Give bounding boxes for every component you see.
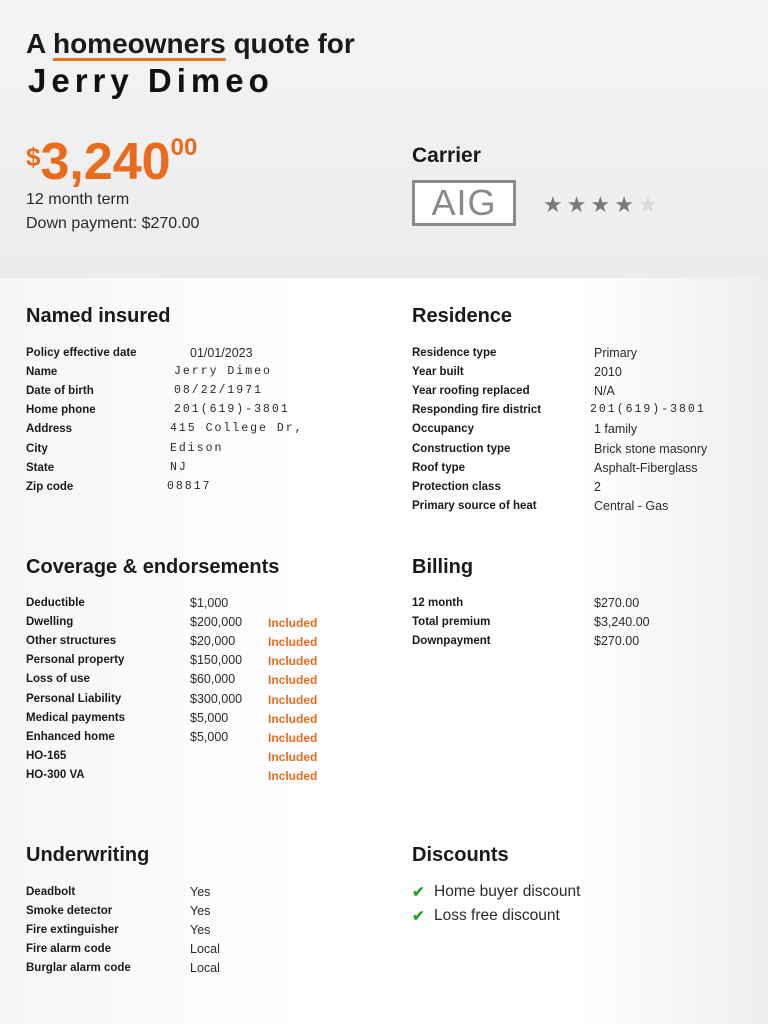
field-label: Smoke detector [26,905,113,917]
field-label: Primary source of heat [412,500,537,512]
residence-title: Residence [412,305,513,327]
field-label: Zip code [26,481,74,493]
field-label: Deadbolt [26,886,76,898]
field-label: Fire alarm code [26,943,112,955]
field-value: 08817 [167,480,212,493]
field-label: Loss of use [26,673,90,685]
quote-price [26,132,197,192]
field-label: Residence type [412,347,497,359]
field-value: Asphalt-Fiberglass [594,461,698,475]
price-cents: 00 [170,134,198,161]
field-value: 01/01/2023 [190,346,253,360]
field-label: Personal Liability [26,693,122,705]
field-value: Yes [190,923,211,937]
page-title [26,28,355,60]
field-label: City [26,443,48,455]
field-value: 08/22/1971 [174,384,264,397]
included-badge: Included [268,673,318,687]
field-value: Yes [190,885,211,899]
carrier-rating [543,192,662,218]
field-label: Roof type [412,462,466,474]
field-value: $200,000 [190,615,243,629]
field-value: 1 family [594,422,638,436]
field-value: Local [190,942,220,956]
included-badge: Included [268,769,318,783]
field-label: Fire extinguisher [26,924,119,936]
field-value: N/A [594,384,615,398]
field-label: Address [26,423,73,435]
included-badge: Included [268,750,318,764]
field-label: Responding fire district [412,404,542,416]
field-value: 2010 [594,365,622,379]
field-value: Brick stone masonry [594,442,708,456]
field-value: $300,000 [190,692,243,706]
field-value: Local [190,961,220,975]
field-label: Year roofing replaced [412,385,530,397]
discounts-title: Discounts [412,844,509,866]
field-value: Central - Gas [594,499,669,513]
field-value: $1,000 [190,596,229,610]
discount-item [412,883,580,901]
field-value: 201(619)-3801 [590,403,706,416]
field-value: 415 College Dr, [170,422,304,435]
field-label: Dwelling [26,616,74,628]
field-label: 12 month [412,597,464,609]
field-label: HO-165 [26,750,67,762]
field-label: Personal property [26,654,125,666]
field-label: Year built [412,366,464,378]
named-insured-title: Named insured [26,305,171,327]
star-empty-icon: ★ [637,192,658,217]
star-filled-icon: ★ [543,192,563,217]
carrier-logo: AIG [412,180,516,226]
star-filled-icon: ★ [566,192,587,217]
field-label: Construction type [412,443,511,455]
field-label: Name [26,366,58,378]
underwriting-title: Underwriting [26,844,150,866]
quote-body [0,278,768,1024]
price-amount: 3,240 [40,133,171,191]
field-label: Other structures [26,635,117,647]
field-value: NJ [170,461,188,474]
field-label: Downpayment [412,635,491,647]
field-value: Yes [190,904,211,918]
field-label: Total premium [412,616,491,628]
field-label: State [26,462,55,474]
included-badge: Included [268,635,318,649]
field-label: Occupancy [412,423,474,435]
check-icon: ✔ [412,908,425,925]
field-value: $270.00 [594,596,640,610]
field-label: Home phone [26,404,96,416]
field-value: $3,240.00 [594,615,650,629]
title-suffix: quote for [225,28,355,59]
included-badge: Included [268,693,318,707]
included-badge: Included [268,712,318,726]
field-value: $270.00 [594,634,640,648]
field-value: $5,000 [190,711,229,725]
discount-label: Home buyer discount [434,883,581,900]
star-filled-icon: ★ [590,192,611,217]
field-value: $20,000 [190,634,236,648]
field-value: Primary [594,346,638,360]
field-value: Edison [170,442,224,455]
title-prefix: A [26,28,53,59]
included-badge: Included [268,616,318,630]
field-value: Jerry Dimeo [174,365,272,378]
field-value: $60,000 [190,672,236,686]
down-payment: Down payment: $270.00 [26,215,200,232]
field-label: Deductible [26,597,85,609]
customer-name: Jerry Dimeo [28,62,274,99]
included-badge: Included [268,654,318,668]
field-label: Burglar alarm code [26,962,131,974]
check-icon: ✔ [412,884,425,901]
discount-item [412,907,560,925]
field-label: Protection class [412,481,501,493]
field-value: $150,000 [190,653,243,667]
field-label: Date of birth [26,385,94,397]
policy-term: 12 month term [26,191,130,208]
coverage-title: Coverage & endorsements [26,556,280,578]
carrier-label: Carrier [412,144,481,167]
field-value: 2 [594,480,601,494]
billing-title: Billing [412,556,474,578]
included-badge: Included [268,731,318,745]
title-highlight: homeowners [52,28,226,59]
field-label: Policy effective date [26,347,137,359]
discount-label: Loss free discount [434,907,560,924]
field-label: HO-300 VA [26,769,85,781]
field-label: Medical payments [26,712,126,724]
star-filled-icon: ★ [614,192,634,217]
field-label: Enhanced home [26,731,115,743]
field-value: $5,000 [190,730,229,744]
price-currency: $ [26,142,41,172]
field-value: 201(619)-3801 [174,403,290,416]
